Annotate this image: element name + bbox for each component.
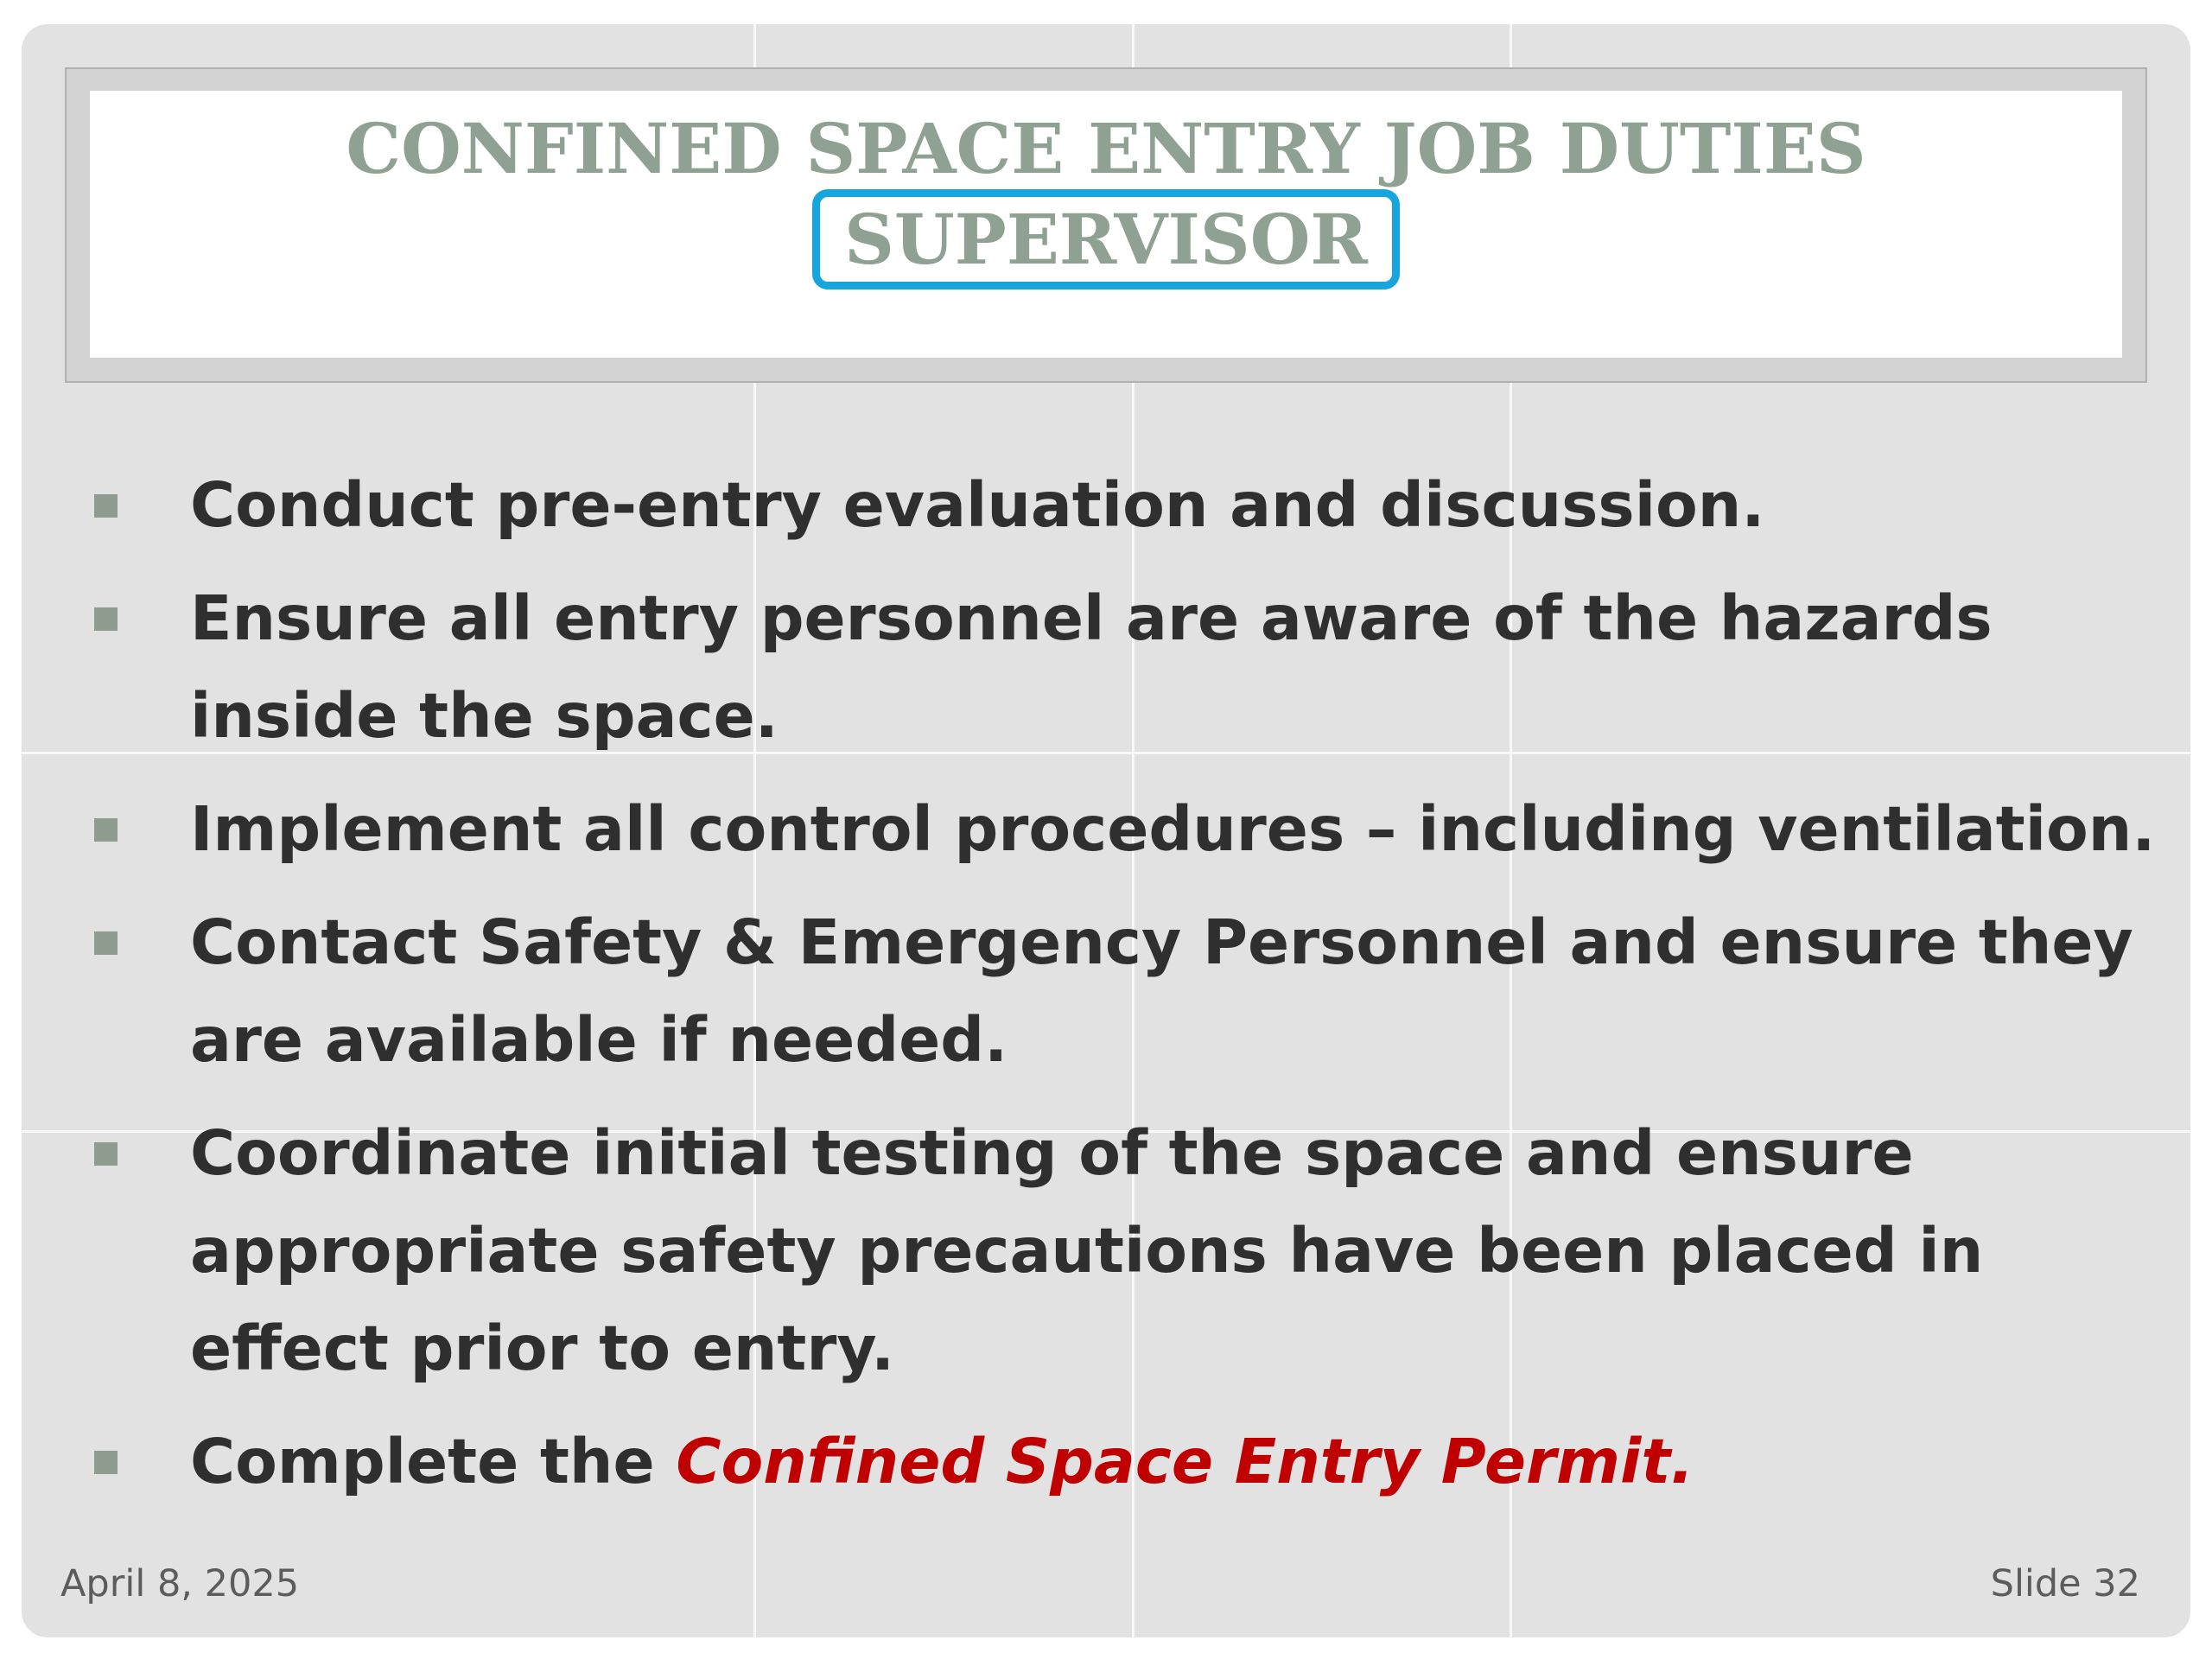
square-bullet-icon <box>94 607 118 631</box>
bullet-item <box>91 456 2156 554</box>
bullet-list <box>91 456 2156 1526</box>
square-bullet-icon <box>94 1451 118 1474</box>
permit-period: . <box>1670 1426 1694 1497</box>
bullet-item <box>91 569 2156 765</box>
bullet-item <box>91 893 2156 1089</box>
bullet-text: Conduct pre-entry evaluation and discussion. <box>190 469 1765 541</box>
title-frame <box>65 67 2147 383</box>
permit-emphasis-text: Confined Space Entry Permit <box>676 1426 1671 1497</box>
bullet-item <box>91 1104 2156 1397</box>
bullet-text: Complete the <box>190 1426 677 1497</box>
bullet-item <box>91 780 2156 878</box>
bullet-text: Contact Safety & Emergency Personnel and ensure they are available if needed. <box>190 906 2133 1076</box>
title-box <box>90 91 2122 358</box>
square-bullet-icon <box>94 494 118 518</box>
slide <box>22 24 2190 1637</box>
square-bullet-icon <box>94 818 118 842</box>
footer-date: April 8, 2025 <box>60 1562 300 1605</box>
slide-title: CONFINED SPACE ENTRY JOB DUTIES <box>346 108 1866 189</box>
bullet-item <box>91 1413 2156 1510</box>
bullet-text: Implement all control procedures – including ventilation. <box>190 793 2156 865</box>
bullet-text: Coordinate initial testing of the space and ensure appropriate safety precautions have been placed in effect prior to entry. <box>190 1117 1984 1384</box>
slide-subtitle-highlighted: SUPERVISOR <box>812 189 1400 289</box>
bullet-text: Ensure all entry personnel are aware of the hazards inside the space. <box>190 582 1993 752</box>
slide-number: Slide 32 <box>1990 1562 2140 1605</box>
square-bullet-icon <box>94 1142 118 1166</box>
square-bullet-icon <box>94 931 118 955</box>
